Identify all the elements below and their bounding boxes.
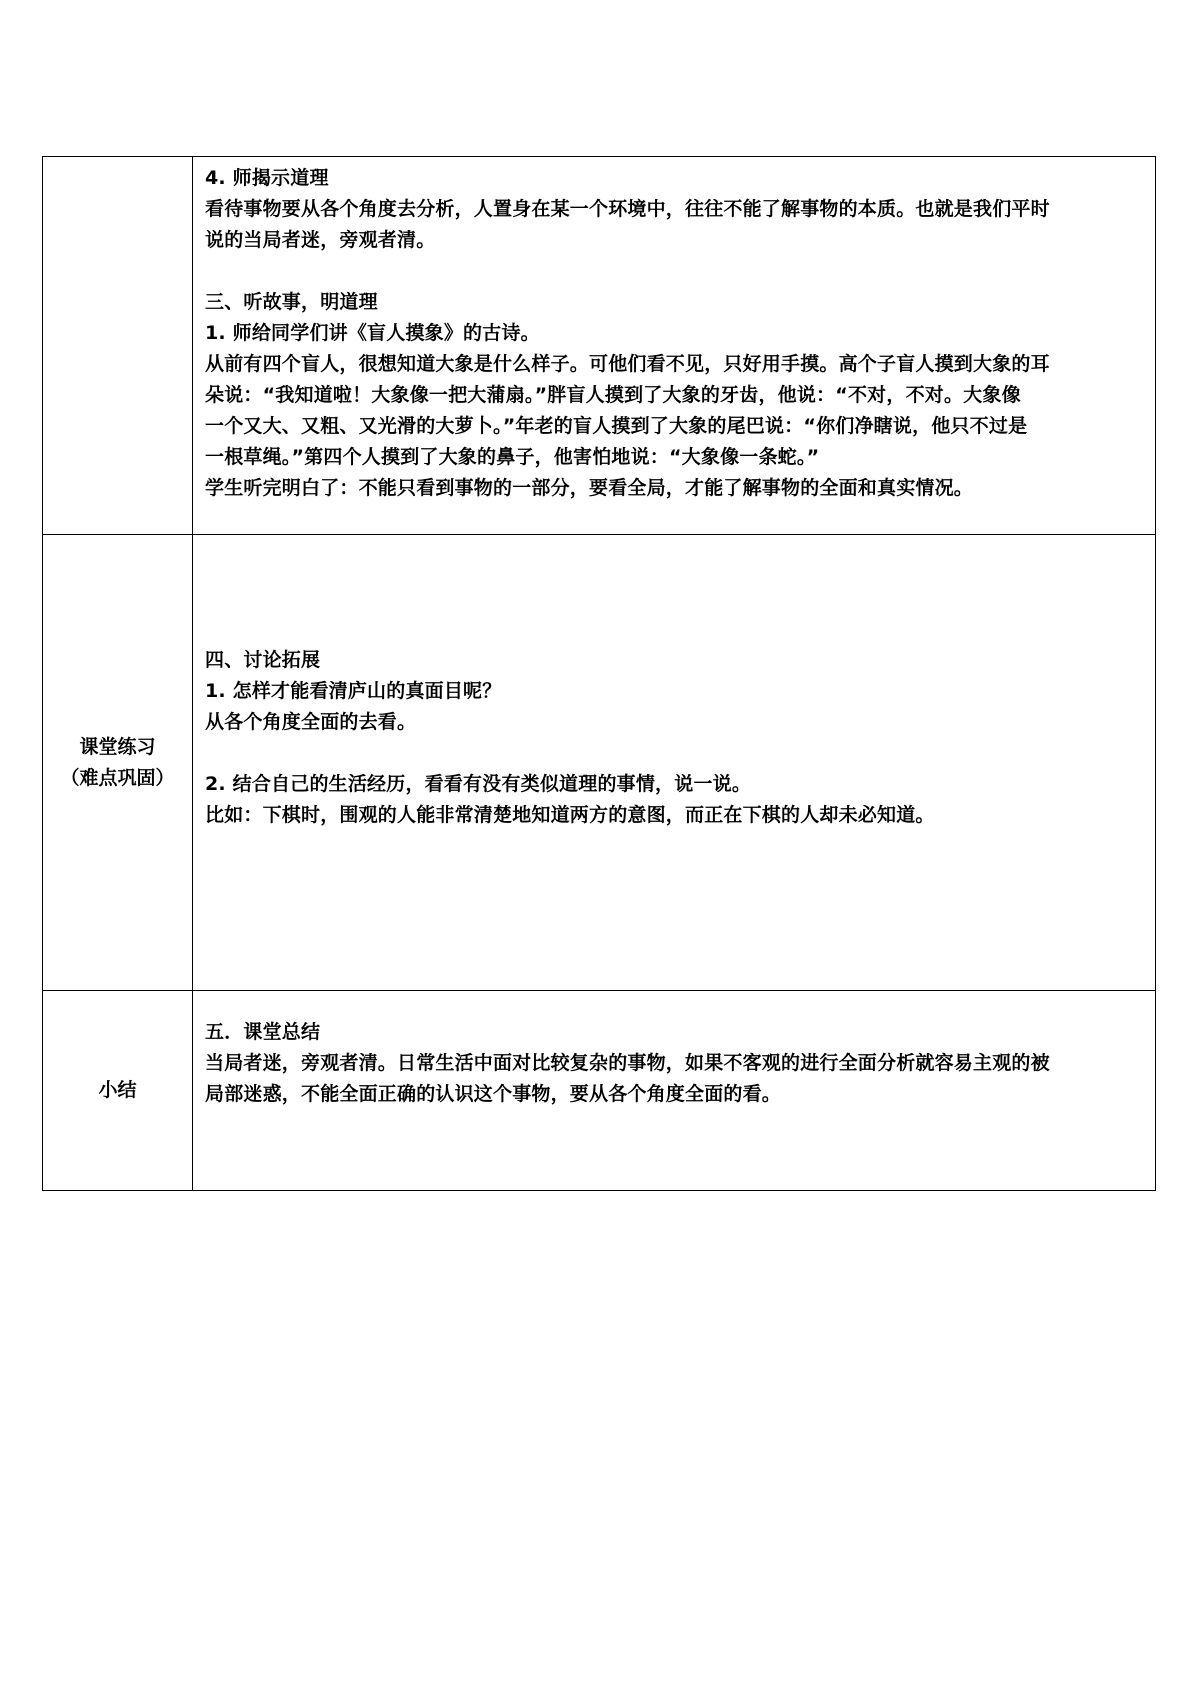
paragraph-line: 1. 怎样才能看清庐山的真面目呢？ [205, 680, 502, 702]
row-label-line: 小结 [98, 1079, 137, 1101]
section-heading-story: 三、听故事，明道理 [205, 291, 378, 313]
paragraph-line: 局部迷惑，不能全面正确的认识这个事物，要从各个角度全面的看。 [205, 1083, 782, 1105]
row-label-line: 课堂练习 [79, 735, 156, 758]
paragraph-line: 学生听完明白了：不能只看到事物的一部分，要看全局，才能了解事物的全面和真实情况。 [205, 477, 974, 499]
section-heading-discussion: 四、讨论拓展 [205, 649, 321, 671]
paragraph-line: 一个又大、又粗、又光滑的大萝卜。”年老的盲人摸到了大象的尾巴说：“你们净瞎说，他只不过是 [205, 415, 1028, 437]
lesson-plan-table [42, 156, 1156, 1191]
paragraph-line: 看待事物要从各个角度去分析，人置身在某一个环境中，往往不能了解事物的本质。也就是我们平时 [205, 198, 1050, 220]
section-heading-summary: 五．课堂总结 [205, 1021, 321, 1043]
table-row-summary [43, 991, 1156, 1191]
row-content-teaching-process [193, 157, 1156, 535]
row-content-summary [193, 991, 1156, 1191]
paragraph-line: 2. 结合自己的生活经历，看看有没有类似道理的事情，说一说。 [205, 773, 752, 795]
paragraph-line: 比如：下棋时，围观的人能非常清楚地知道两方的意图，而正在下棋的人却未必知道。 [205, 804, 935, 826]
paragraph-line: 从前有四个盲人，很想知道大象是什么样子。可他们看不见，只好用手摸。高个子盲人摸到大象的耳 [205, 353, 1050, 375]
blank-line [205, 738, 1145, 769]
blank-line [205, 256, 1145, 287]
row-label-summary [43, 991, 193, 1191]
paragraph-line: 一根草绳。”第四个人摸到了大象的鼻子，他害怕地说：“大象像一条蛇。” [205, 446, 820, 468]
row-label-classroom-exercise [43, 535, 193, 991]
row-label-line: （难点巩固） [60, 766, 175, 789]
table-row-classroom-exercise [43, 535, 1156, 991]
paragraph-line: 朵说：“我知道啦！大象像一把大蒲扇。”胖盲人摸到了大象的牙齿，他说：“不对，不对。大象像 [205, 384, 1021, 406]
row-content-classroom-exercise [193, 535, 1156, 991]
table-row-teaching-process [43, 157, 1156, 535]
paragraph-line: 当局者迷，旁观者清。日常生活中面对比较复杂的事物，如果不客观的进行全面分析就容易主观的被 [205, 1052, 1050, 1074]
heading-reveal-principle: 4. 师揭示道理 [205, 167, 329, 189]
row-label-empty [43, 157, 193, 535]
paragraph-line: 从各个角度全面的去看。 [205, 711, 417, 733]
paragraph-line: 说的当局者迷，旁观者清。 [205, 229, 436, 251]
paragraph-line: 1. 师给同学们讲《盲人摸象》的古诗。 [205, 322, 540, 344]
